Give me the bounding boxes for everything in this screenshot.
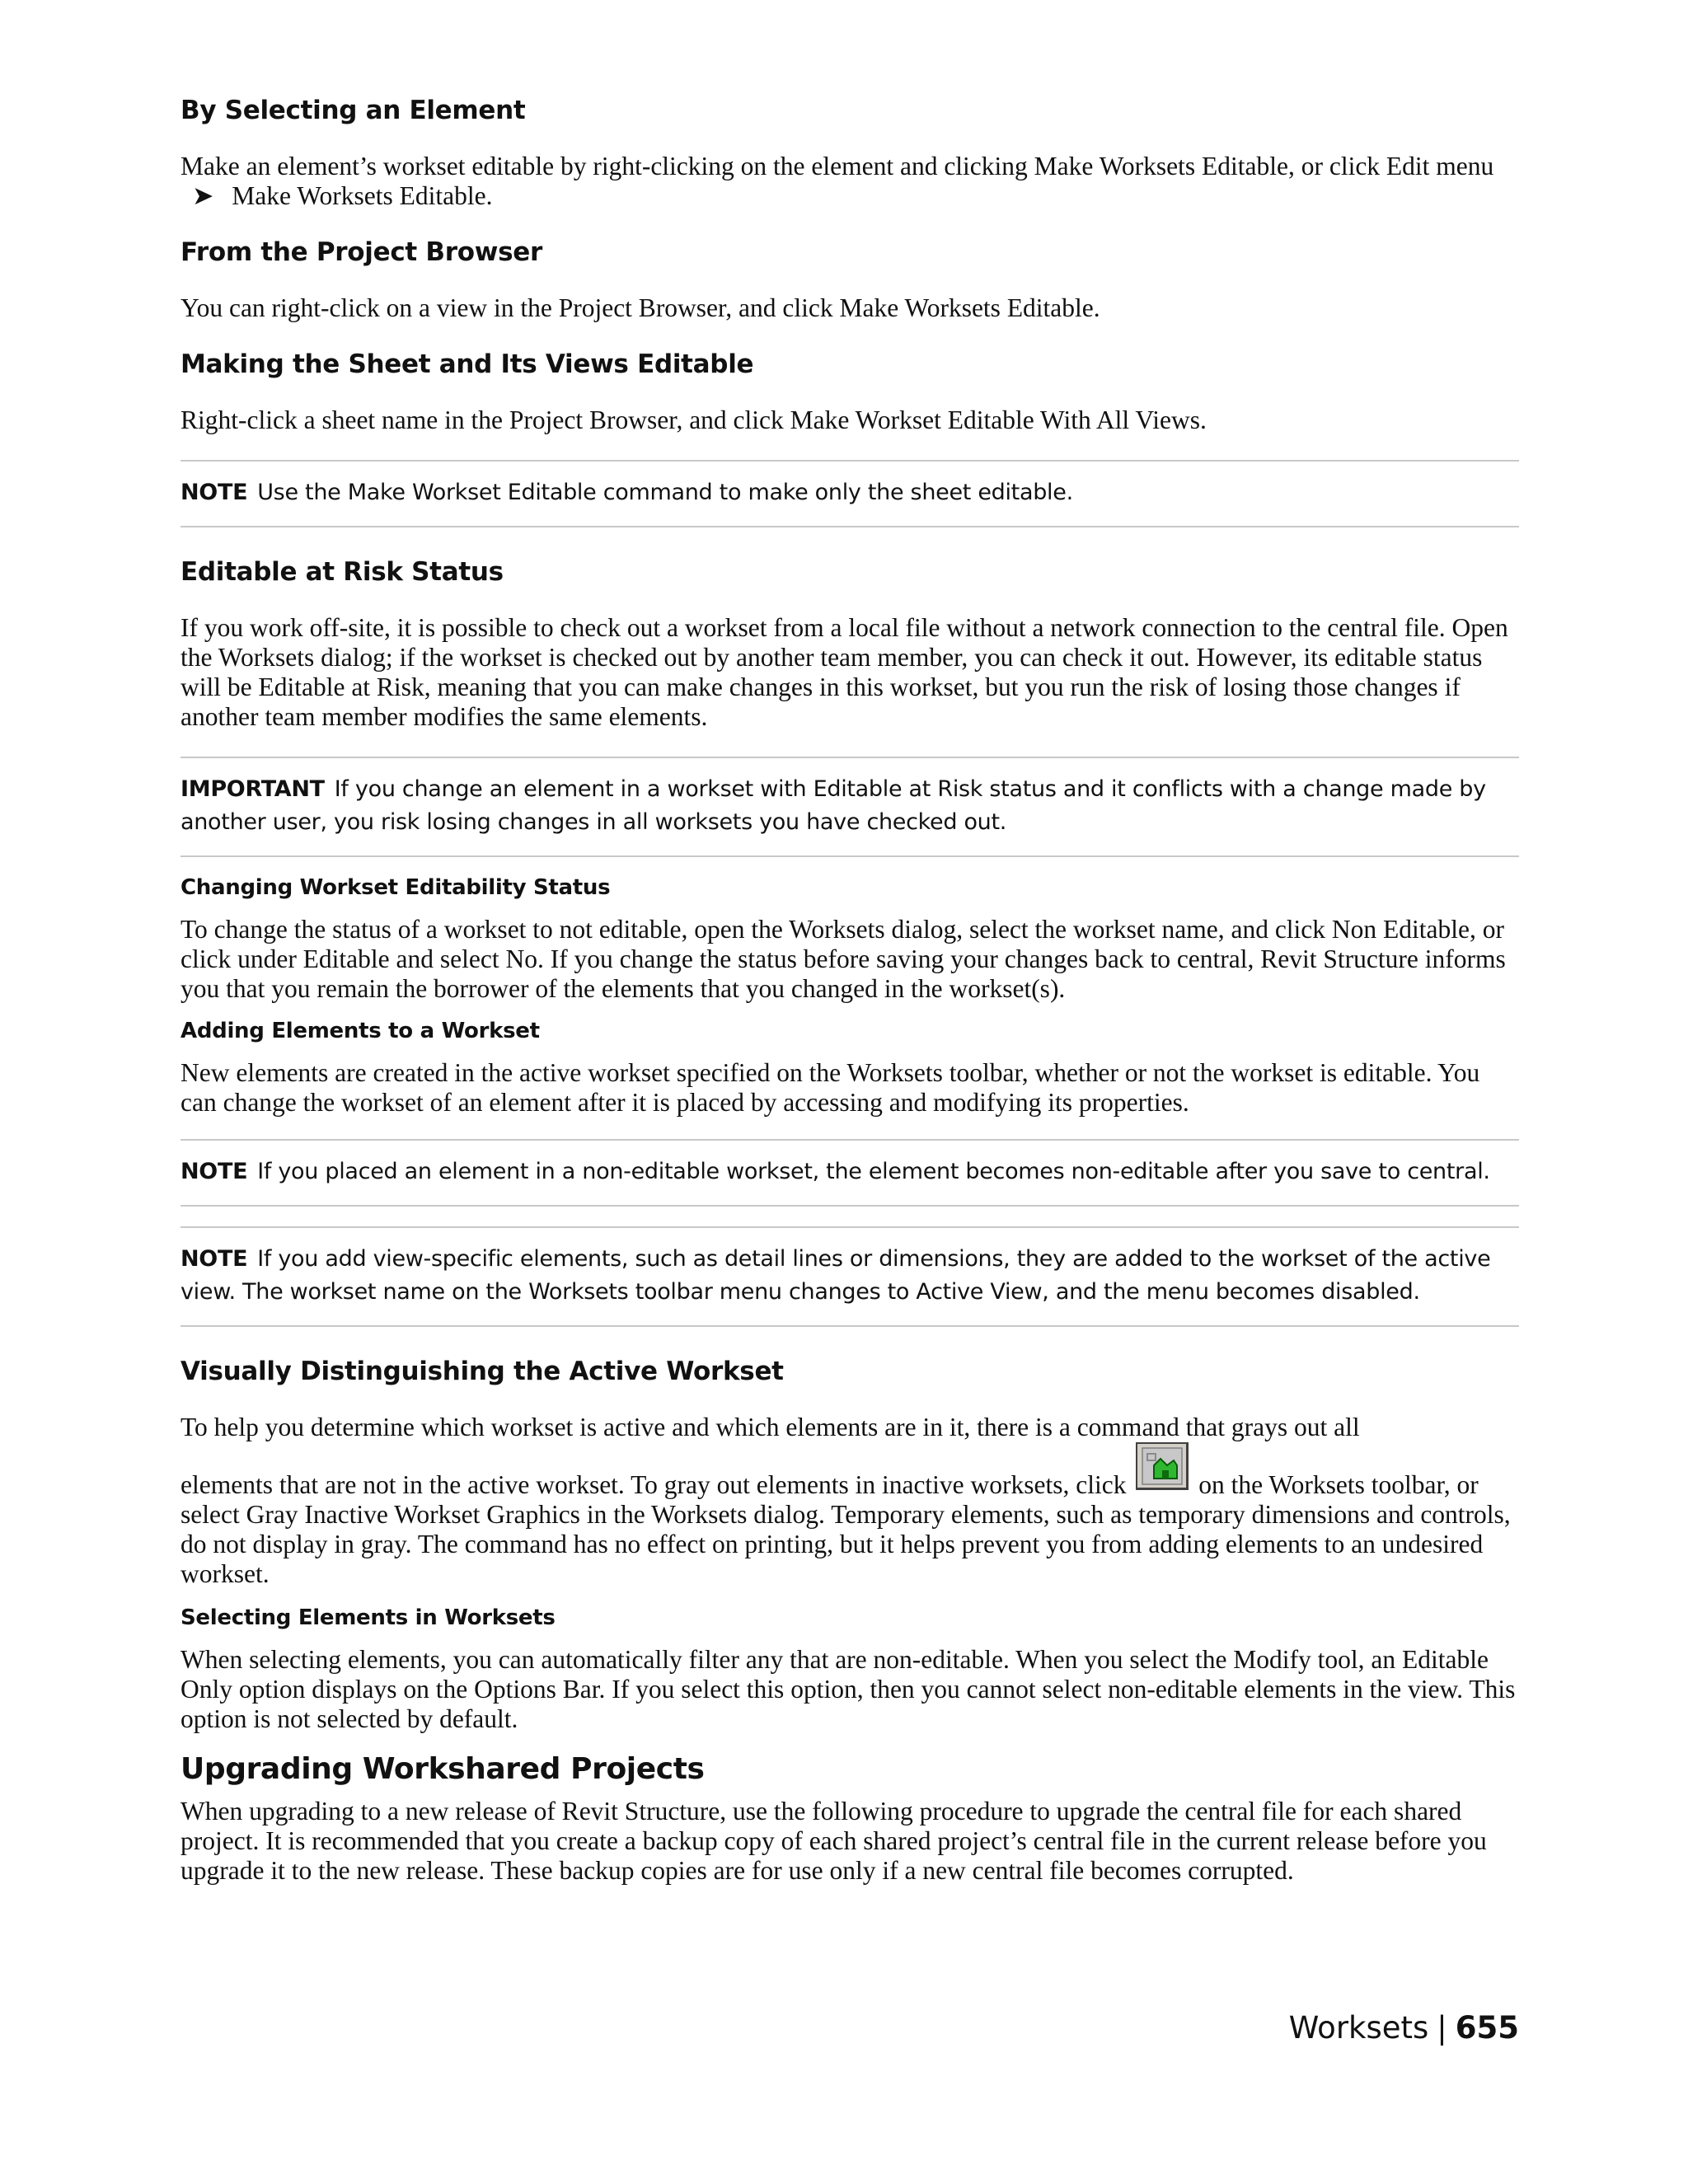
paragraph-upgrading-workshared: When upgrading to a new release of Revit Structure, use the following procedure to upgrade the central file for each shared project. It is recommended that you create a backup copy of each shared project’s central file in the current release before you upgrade it to the new release. These backup copies are for use only if a new central file becomes corrupted. (181, 1797, 1487, 1885)
note-callout (181, 1226, 1519, 1327)
paragraph-text: To help you determine which workset is active and which elements are in it, there is a command that grays out all (181, 1413, 1360, 1441)
paragraph-editable-at-risk: If you work off-site, it is possible to check out a workset from a local file without a network connection to the central file. Open the Worksets dialog; if the workset is checked out by another team member, you can check it out. However, its editable status will be Editable at Risk, meaning that you can make changes in this workset, but you run the risk of losing those changes if another team member modifies the same elements. (181, 613, 1508, 731)
paragraph-sheet-views-editable: Right-click a sheet name in the Project Browser, and click Make Workset Editable With All Views. (181, 405, 1207, 434)
document-page (181, 91, 1519, 1886)
paragraph-visually-distinguishing (181, 1413, 1519, 1589)
note-callout (181, 1139, 1519, 1207)
paragraph-text: Make an element’s workset editable by right-clicking on the element and clicking Make Worksets Editable, or click Edit menu (181, 152, 1494, 180)
heading-sheet-views-editable: Making the Sheet and Its Views Editable (181, 349, 754, 379)
paragraph-adding-elements: New elements are created in the active workset specified on the Worksets toolbar, whether or not the workset is editable. You can change the workset of an element after it is placed by accessing and modifying its properties. (181, 1058, 1480, 1117)
heading-selecting-elements: Selecting Elements in Worksets (181, 1605, 556, 1630)
note-text: Use the Make Workset Editable command to make only the sheet editable. (257, 480, 1073, 505)
heading-visually-distinguishing: Visually Distinguishing the Active Workset (181, 1357, 784, 1386)
footer-section-name: Worksets (1288, 2010, 1429, 2046)
note-text: If you placed an element in a non-editable workset, the element becomes non-editable after you save to central. (257, 1159, 1490, 1184)
note-label: NOTE (181, 1246, 248, 1272)
paragraph-project-browser: You can right-click on a view in the Project Browser, and click Make Worksets Editable. (181, 293, 1100, 322)
heading-project-browser: From the Project Browser (181, 237, 542, 267)
paragraph-changing-editability: To change the status of a workset to not editable, open the Worksets dialog, select the workset name, and click Non Editable, or click under Editable and select No. If you change the status before saving your changes back to central, Revit Structure informs you that you remain the borrower of the elements that you changed in the workset(s). (181, 915, 1506, 1003)
note-label: NOTE (181, 1159, 248, 1184)
page-number: 655 (1455, 2010, 1519, 2046)
menu-arrow-icon: ➤ (192, 181, 214, 210)
heading-by-selecting-element: By Selecting an Element (181, 96, 526, 125)
note-label: NOTE (181, 480, 248, 505)
heading-changing-editability: Changing Workset Editability Status (181, 875, 611, 900)
important-callout (181, 757, 1519, 857)
note-callout (181, 460, 1519, 527)
note-text: If you add view-specific elements, such as detail lines or dimensions, they are added to the workset of the active view. The workset name on the Worksets toolbar menu changes to Active View, and the menu becomes disabled. (181, 1246, 1491, 1305)
important-label: IMPORTANT (181, 776, 325, 802)
page-footer (1289, 2009, 1519, 2047)
paragraph-selecting-elements: When selecting elements, you can automatically filter any that are non-editable. When you select the Modify tool, an Editable Only option displays on the Options Bar. If you select this option, then you cannot select non-editable elements in the view. This option is not selected by default. (181, 1645, 1516, 1733)
paragraph-text: on the Worksets toolbar, or select Gray Inactive Workset Graphics in the Worksets dialog. Temporary elements, such as temporary dimensions and controls, do not display in gray. The command has no effect on printing, but it helps prevent you from adding elements to an undesired workset. (181, 1470, 1511, 1588)
gray-inactive-worksets-icon[interactable] (1136, 1442, 1189, 1490)
heading-editable-at-risk: Editable at Risk Status (181, 557, 504, 587)
paragraph-text: Make Worksets Editable. (232, 181, 493, 210)
paragraph-text: elements that are not in the active workset. To gray out elements in inactive worksets, click (181, 1470, 1127, 1499)
important-text: If you change an element in a workset with Editable at Risk status and it conflicts with a change made by another user, you risk losing changes in all worksets you have checked out. (181, 776, 1486, 835)
footer-separator: | (1437, 2010, 1447, 2046)
heading-upgrading-workshared: Upgrading Workshared Projects (181, 1752, 705, 1786)
heading-adding-elements: Adding Elements to a Workset (181, 1019, 540, 1043)
paragraph-by-selecting-element (181, 152, 1519, 211)
